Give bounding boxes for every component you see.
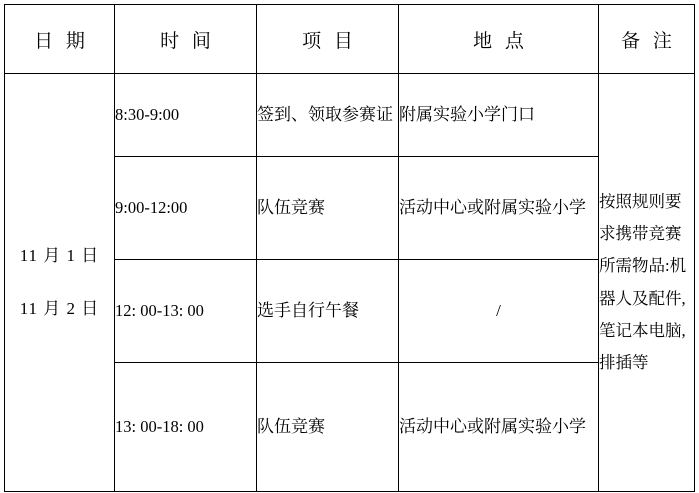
item-cell: 队伍竞赛	[257, 363, 399, 492]
time-cell: 9:00-12:00	[115, 157, 257, 260]
schedule-document	[0, 4, 699, 493]
place-cell: 活动中心或附属实验小学	[399, 157, 599, 260]
column-header-place: 地 点	[399, 5, 599, 74]
time-cell: 12: 00-13: 00	[115, 260, 257, 363]
item-cell: 选手自行午餐	[257, 260, 399, 363]
item-cell: 签到、领取参赛证	[257, 74, 399, 157]
place-cell: 附属实验小学门口	[399, 74, 599, 157]
note-cell: 按照规则要求携带竞赛所需物品:机器人及配件,笔记本电脑,排插等	[599, 74, 695, 492]
column-header-item: 项 目	[257, 5, 399, 74]
time-cell: 8:30-9:00	[115, 74, 257, 157]
schedule-table	[4, 4, 695, 492]
column-header-time: 时 间	[115, 5, 257, 74]
date-cell	[5, 74, 115, 492]
place-cell: 活动中心或附属实验小学	[399, 363, 599, 492]
date-line-1: 11 月 1 日	[19, 245, 100, 265]
column-header-note: 备 注	[599, 5, 695, 74]
table-header-row	[5, 5, 695, 74]
column-header-date: 日 期	[5, 5, 115, 74]
item-cell: 队伍竞赛	[257, 157, 399, 260]
time-cell: 13: 00-18: 00	[115, 363, 257, 492]
table-row	[5, 74, 695, 157]
date-line-2: 11 月 2 日	[19, 298, 100, 318]
place-cell: /	[399, 260, 599, 363]
